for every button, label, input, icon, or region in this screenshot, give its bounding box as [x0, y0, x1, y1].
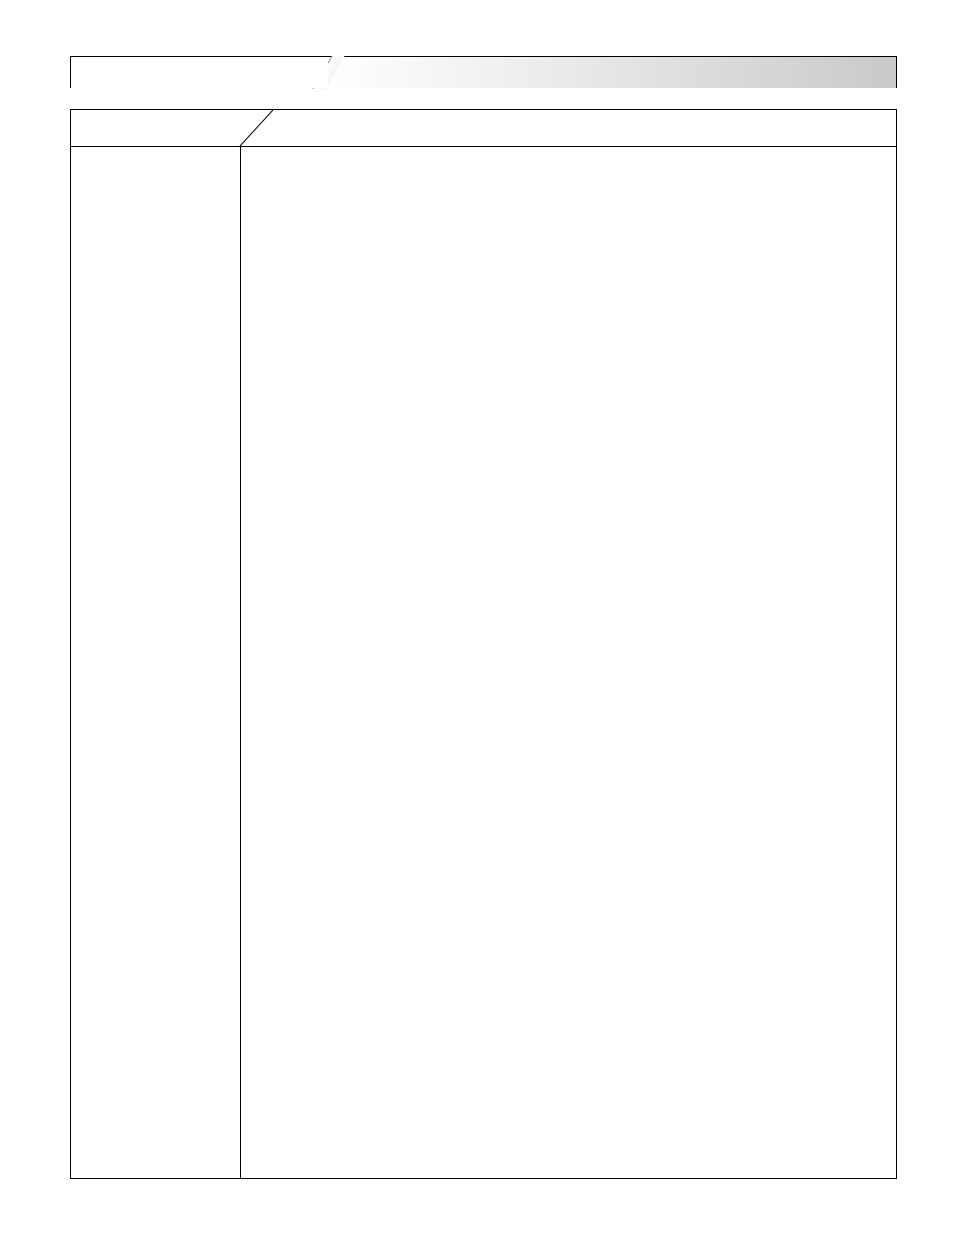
page-title	[70, 56, 328, 88]
error-table	[70, 109, 897, 1179]
table-header	[71, 110, 896, 147]
col-header-description	[241, 110, 896, 146]
column-divider	[240, 146, 241, 1178]
header-gradient	[328, 56, 897, 88]
